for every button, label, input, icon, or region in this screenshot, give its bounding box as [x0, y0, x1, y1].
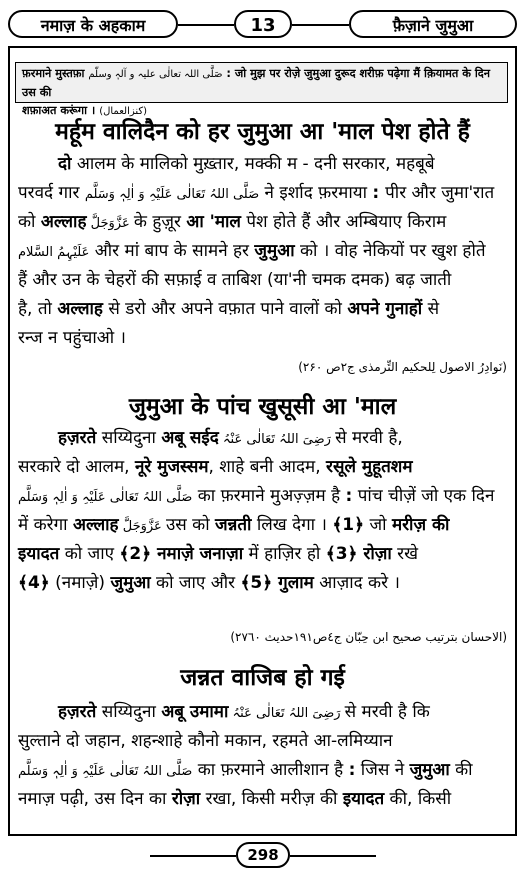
text-line: صَلَّی اللہُ تَعَالٰی عَلَیْہِ وَ اٰلِہٖ وَسَلَّم का फ़रमाने मुअज़्ज़म है : पांच चीज़ें जो एक दिन — [18, 486, 495, 506]
header-page-number: 13 — [234, 10, 292, 38]
reference-citation-2: (الاحسان بترتیب صحیح ابن حِبّان ج٤ص١٩١حدیث ٢٧٦٠) — [230, 630, 507, 644]
footer-rule-left — [150, 855, 236, 857]
section-heading-3: जन्नत वाजिब हो गई — [180, 665, 345, 691]
section-heading-1: मर्हूम वालिदैन को हर जुमुआ आ 'माल पेश होते हैं — [55, 119, 470, 145]
page-header — [8, 8, 517, 42]
text-line: ﴾4﴿ (नमाज़े) जुमुआ को जाए और ﴾5﴿ गुलाम आज़ाद करे । — [18, 573, 400, 593]
text-line: में करेगा अल्लाह عَزَّوَجَلَّ उस को जन्नती लिख देगा । ﴾1﴿ जो मरीज़ की — [18, 515, 450, 535]
banner-source: (کنزالعمال) — [99, 106, 148, 117]
text-line: सुल्ताने दो जहान, शहन्शाहे कौनो मकान, रहमते आ-लमिय्यान — [18, 731, 393, 751]
text-line: सरकारे दो आलम, नूरे मुजस्सम, शाहे बनी आदम, रसूले मुहूतशम — [18, 457, 413, 477]
banner-text-2: शफ़ाअत करूंगा । — [22, 104, 96, 117]
text-line: इयादत को जाए ﴾2﴿ नमाज़े जनाज़ा में हाज़िर हो ﴾3﴿ रोज़ा रखे — [18, 544, 419, 564]
text-line: दो आलम के मालिको मुख़्तार, मक्की म - दनी सरकार, महबूबे — [58, 154, 435, 174]
banner-label: फ़रमाने मुस्तफ़ा — [22, 67, 85, 80]
hadith-banner — [15, 62, 508, 117]
footer-page-number: 298 — [236, 842, 290, 868]
header-rule-left — [178, 24, 234, 26]
text-line: عَلَیْہِمُ السَّلام और मां बाप के सामने हर जुमुआ को । वोह नेकियों पर खुश होते — [18, 241, 486, 261]
section-3-body — [18, 698, 505, 814]
book-title: फ़ैज़ाने जुमुआ — [349, 10, 517, 38]
text-line: नमाज़ पढ़ी, उस दिन का रोज़ा रखा, किसी मरीज़ की इयादत की, किसी — [18, 789, 452, 809]
text-line: हज़रते सय्यिदुना अबू सईद رَضِیَ اللہُ تَعَالٰی عَنْہُ से मरवी है, — [58, 428, 403, 448]
text-line: रन्ज न पहुंचाओ । — [18, 328, 126, 348]
text-line: صَلَّی اللہُ تَعَالٰی عَلَیْہِ وَ اٰلِہٖ وَسَلَّم का फ़रमाने आलीशान है : जिस ने जुमुआ की — [18, 760, 473, 780]
banner-text: : जो मुझ पर रोज़े जुमुआ दुरूद शरीफ़ पढ़ेगा मैं क़ियामत के दिन उस की — [22, 67, 491, 99]
text-line: है, तो अल्लाह से डरो और अपने वफ़ात पाने वालों को अपने गुनाहों से — [18, 299, 440, 319]
footer-rule-right — [290, 855, 376, 857]
banner-salutation: صَلَّی اللہ تعالٰی علیہ و آلہٖ وسلّم — [88, 69, 223, 80]
reference-citation-1: (نَوادِرُ الاصول لِلحکیم التِّرمذی ج۲ص ۲۶۰) — [298, 360, 507, 374]
chapter-title: नमाज़ के अहकाम — [8, 10, 178, 38]
text-line: हज़रते सय्यिदुना अबू उमामा رَضِیَ اللہُ تَعَالٰی عَنْہُ से मरवी है कि — [58, 702, 430, 722]
header-rule-right — [292, 24, 349, 26]
text-line: को अल्लाह عَزَّوَجَلَّ के हुज़ूर आ 'माल पेश होते हैं और अम्बियाए किराम — [18, 212, 447, 232]
section-1-body — [18, 150, 505, 353]
text-line: परवर्द गार صَلَّی اللہُ تَعَالٰی عَلَیْہِ وَ اٰلِہٖ وَسَلَّم ने इर्शाद फ़रमाया : पीर और जुमा'रात — [18, 183, 495, 203]
section-2-body — [18, 424, 505, 598]
text-line: हैं और उन के चेहरों की सफ़ाई व ताबिश (या'नी चमक दमक) बढ़ जाती — [18, 270, 452, 290]
section-heading-2: जुमुआ के पांच खुसूसी आ 'माल — [128, 394, 397, 420]
